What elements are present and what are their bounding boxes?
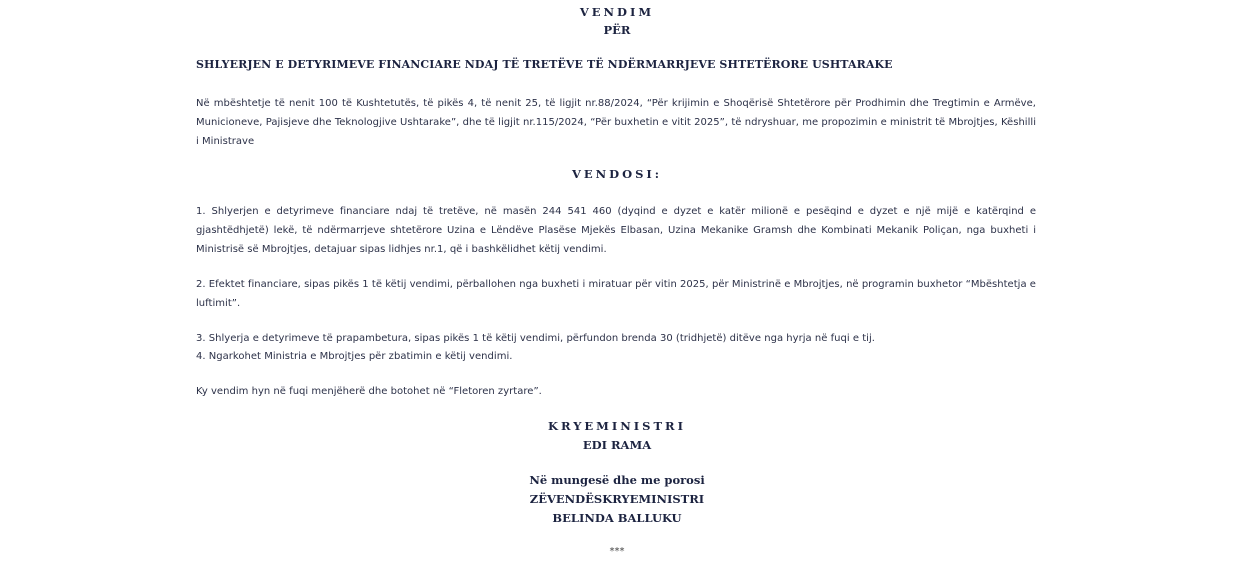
doc-title: VENDIM: [579, 5, 655, 19]
point-4: 4. Ngarkohet Ministria e Mbrojtjes për zbatimin e këtij vendimi.: [196, 351, 513, 362]
pm-name: EDI RAMA: [582, 438, 652, 452]
closing-paragraph: Ky vendim hyn në fuqi menjëherë dhe botohet në “Fletoren zyrtare”.: [196, 386, 542, 397]
decides-heading: VENDOSI:: [571, 167, 663, 181]
point-1: 1. Shlyerjen e detyrimeve financiare ndaj të tretëve, në masën 244 541 460 (dyqind e dyzet e katër milionë e pesëqind e dyzet e një mijë e katërqind e gjashtëdhjetë) lekë, të ndërmarrjeve shtetërore Uzina e Lëndëve Plasëse Mjekës Elbasan, Uzina Mekanike Gramsh dhe Kombinati Mekanik Poliçan, nga buxheti i Ministrisë së Mbrojtjes, detajuar sipas lidhjes nr.1, që i bashkëlidhet këtij vendimi.: [196, 206, 1036, 255]
deputy-name: BELINDA BALLUKU: [552, 511, 682, 525]
pm-title: KRYEMINISTRI: [548, 419, 686, 433]
absence-note: Në mungesë dhe me porosi: [529, 473, 705, 487]
doc-subject: SHLYERJEN E DETYRIMEVE FINANCIARE NDAJ TË TRETËVE TË NDËRMARRJEVE SHTETËRORE USHTARAKE: [196, 58, 893, 71]
preamble-paragraph: Në mbështetje të nenit 100 të Kushtetutës, të pikës 4, të nenit 25, të ligjit nr.88/2024, “Për krijimin e Shoqërisë Shtetërore për Prodhimin dhe Tregtimin e Armëve, Municioneve, Pajisjeve dhe Teknologjive Ushtarake”, dhe të ligjit nr.115/2024, “Për buxhetin e vitit 2025”, të ndryshuar, me propozimin e ministrit të Mbrojtjes, Këshilli i Ministrave: [196, 98, 1036, 147]
point-3: 3. Shlyerja e detyrimeve të prapambetura, sipas pikës 1 të këtij vendimi, përfundon brenda 30 (tridhjetë) ditëve nga hyrja në fuqi e tij.: [196, 333, 875, 344]
doc-for-label: PËR: [603, 23, 631, 37]
point-2: 2. Efektet financiare, sipas pikës 1 të këtij vendimi, përballohen nga buxheti i miratuar për vitin 2025, për Ministrinë e Mbrojtjes, në programin buxhetor “Mbështetja e luftimit”.: [196, 279, 1036, 309]
deputy-title: ZËVENDËSKRYEMINISTRI: [529, 492, 705, 506]
separator-stars: ***: [609, 546, 625, 557]
